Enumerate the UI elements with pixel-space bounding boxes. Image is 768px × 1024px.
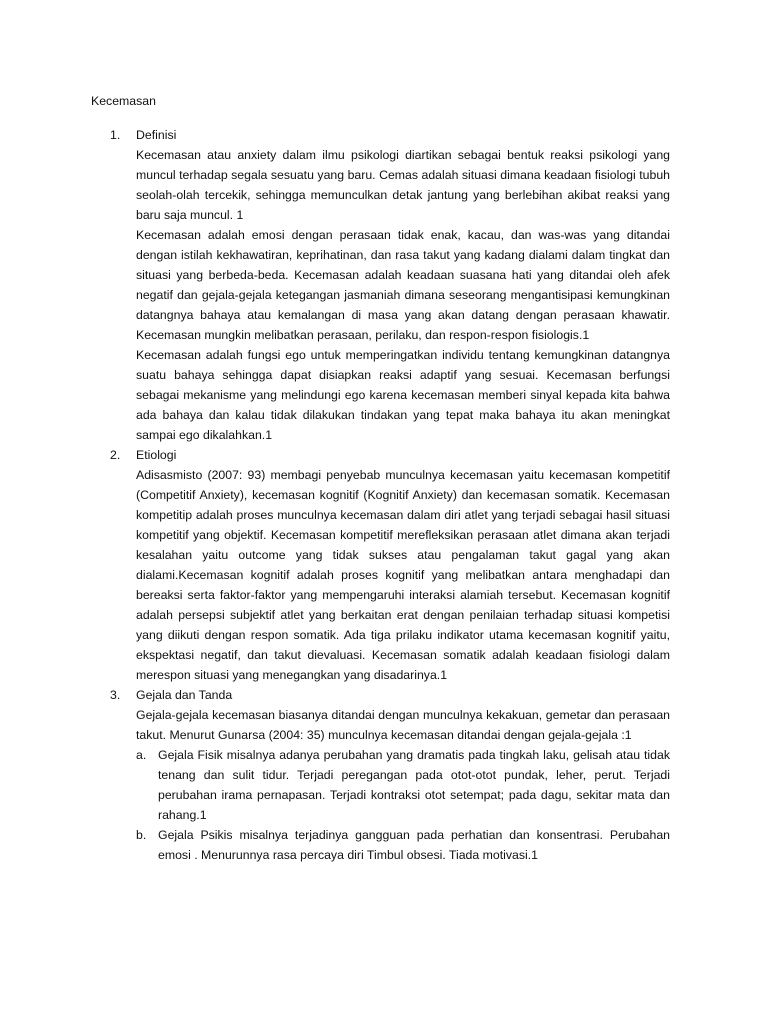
section-etiologi — [110, 445, 670, 685]
subitem-text: Gejala Psikis misalnya terjadinya gangguan pada perhatian dan konsentrasi. Perubahan emosi . Menurunnya rasa percaya diri Timbul obsesi. Tiada motivasi.1 — [158, 828, 670, 862]
paragraph: Gejala-gejala kecemasan biasanya ditandai dengan munculnya kekakuan, gemetar dan perasaan takut. Menurut Gunarsa (2004: 35) munculnya kecemasan ditandai dengan gejala-gejala :1 — [136, 708, 670, 742]
document-title: Kecemasan — [91, 94, 156, 108]
section-definisi — [110, 125, 670, 445]
paragraph: Kecemasan adalah fungsi ego untuk memperingatkan individu tentang kemungkinan datangnya suatu bahaya sehingga dapat disiapkan reaksi adaptif yang sesuai. Kecemasan berfungsi sebagai mekanisme yang melindungi ego karena kecemasan memberi sinyal kepada kita bahwa ada bahaya dan kalau tidak dilakukan tindakan yang tepat maka bahaya itu akan meningkat sampai ego dikalahkan.1 — [136, 348, 670, 442]
section-number: 2. — [110, 448, 121, 462]
section-number: 1. — [110, 128, 121, 142]
section-number: 3. — [110, 688, 121, 702]
section-list — [110, 125, 670, 865]
section-body — [136, 125, 670, 445]
subitem-b — [136, 825, 670, 865]
subitem-letter: a. — [136, 748, 147, 762]
paragraph: Adisasmisto (2007: 93) membagi penyebab munculnya kecemasan yaitu kecemasan kompetitif (Competitif Anxiety), kecemasan kognitif (Kognitif Anxiety) dan kecemasan somatik. Kecemasan kompetitip adalah proses munculnya kecemasan dalam diri atlet yang terjadi sebagai hasil situasi kompetitif yang objektif. Kecemasan kompetitif merefleksikan perasaan atlet dimana akan terjadi kesalahan yaitu outcome yang tidak sukses atau pengalaman takut gagal yang akan dialami.Kecemasan kognitif adalah proses kognitif yang melibatkan antara menghadapi dan bereaksi serta faktor-faktor yang mempengaruhi interaksi alamiah tersebut. Kecemasan kognitif adalah persepsi subjektif atlet yang berkaitan erat dengan penilaian terhadap situasi kompetisi yang diikuti dengan respon somatik. Ada tiga prilaku indikator utama kecemasan kognitif yaitu, ekspektasi negatif, dan takut dievaluasi. Kecemasan somatik adalah keadaan fisiologi dalam merespon situasi yang menegangkan yang disadarinya.1 — [136, 468, 670, 682]
subitem-text: Gejala Fisik misalnya adanya perubahan yang dramatis pada tingkah laku, gelisah atau tidak tenang dan sulit tidur. Terjadi peregangan pada otot-otot pundak, leher, perut. Terjadi perubahan irama pernapasan. Terjadi kontraksi otot setempat; pada dagu, sekitar mata dan rahang.1 — [158, 748, 670, 822]
section-body — [136, 685, 670, 865]
subitem-a — [136, 745, 670, 825]
section-gejala-dan-tanda — [110, 685, 670, 865]
section-heading: Etiologi — [136, 448, 177, 462]
section-heading: Definisi — [136, 128, 177, 142]
paragraph: Kecemasan adalah emosi dengan perasaan tidak enak, kacau, dan was-was yang ditandai dengan istilah kekhawatiran, keprihatinan, dan rasa takut yang kadang dialami dalam tingkat dan situasi yang berbeda-beda. Kecemasan adalah keadaan suasana hati yang ditandai oleh afek negatif dan gejala-gejala ketegangan jasmaniah dimana seseorang mengantisipasi kemungkinan datangnya bahaya atau kemalangan di masa yang akan datang dengan perasaan khawatir. Kecemasan mungkin melibatkan perasaan, perilaku, dan respon-respon fisiologis.1 — [136, 228, 670, 342]
paragraph: Kecemasan atau anxiety dalam ilmu psikologi diartikan sebagai bentuk reaksi psikologi yang muncul terhadap segala sesuatu yang baru. Cemas adalah situasi dimana keadaan fisiologi tubuh seolah-olah tercekik, sehingga memunculkan detak jantung yang berlebihan akibat reaksi yang baru saja muncul. 1 — [136, 148, 670, 222]
subitem-letter: b. — [136, 828, 147, 842]
section-body — [136, 445, 670, 685]
section-heading: Gejala dan Tanda — [136, 688, 233, 702]
